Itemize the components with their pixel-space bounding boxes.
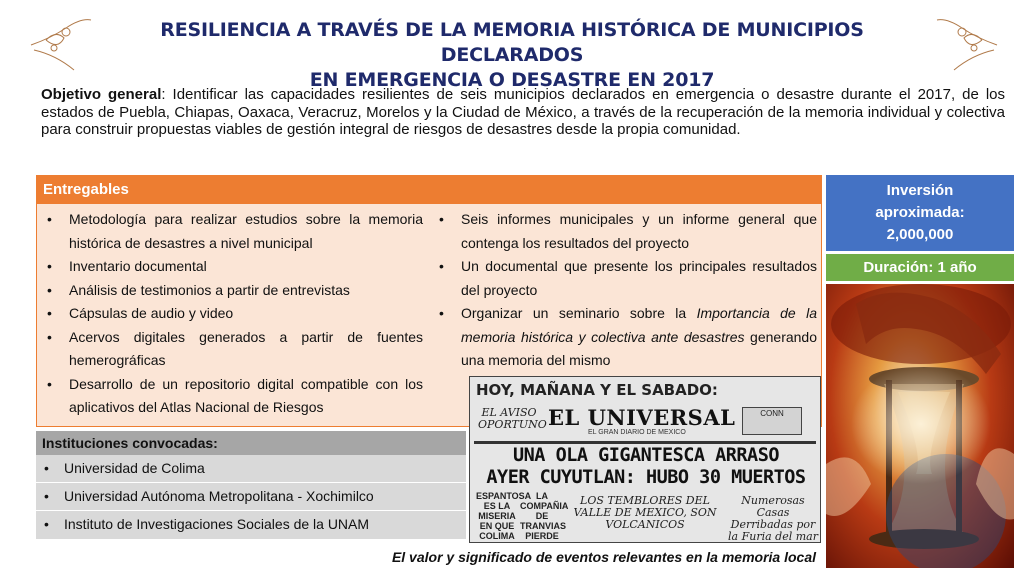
inversion-box [826,175,1014,251]
newspaper-rule [474,441,816,444]
seminar-prefix: Organizar un seminario sobre la [461,305,697,321]
newspaper-temblores: LOS TEMBLORES DEL VALLE DE MEXICO, SON VOLCANICOS [573,494,717,531]
newspaper-column-2: LA COMPAÑIA DE TRANVIAS PIERDE [520,491,569,541]
inversion-line-2: aproximada: [875,204,965,221]
objective-text: : Identificar las capacidades resilientes de seis municipios declarados en emergencia o desastre durante el 2017, de los estados de Puebla, Chiapas, Oaxaca, Veracruz, Morelos y la Ciudad de México, a través de la recuperación de la memoria individual y colectiva para construir propuestas viables de gestión integral de riesgos de desastres desde la propia comunidad. [41,86,1005,138]
list-item: • Instituto de Investigaciones Sociales de la UNAM [36,510,466,538]
list-item: • Análisis de testimonios a partir de entrevistas [37,279,429,303]
list-item: • Inventario documental [37,255,429,279]
title-line-2: EN EMERGENCIA O DESASTRE EN 2017 [309,69,715,91]
newspaper-headline-1: UNA OLA GIGANTESCA ARRASO [513,445,779,466]
list-item: • Universidad Autónoma Metropolitana - Xochimilco [36,482,466,510]
instituciones-header: Instituciones convocadas: [36,431,466,455]
newspaper-badge: CONN [742,407,802,435]
list-item: • Desarrollo de un repositorio digital compatible con los aplicativos del Atlas Nacional de Riesgos [37,373,429,420]
newspaper-subtitle: EL GRAN DIARIO DE MEXICO [588,429,686,436]
newspaper-aviso: EL AVISO OPORTUNO [478,406,547,431]
newspaper-column-1: ESPANTOSA ES LA MISERIA EN QUE COLIMA [476,491,532,541]
newspaper-top-banner: HOY, MAÑANA Y EL SABADO: [476,381,718,399]
list-item: • Acervos digitales generados a partir de fuentes hemerográficas [37,326,429,373]
flourish-ornament-left-icon [26,10,96,80]
seminar-title: Importancia de la memoria histórica y colectiva ante desastres [461,305,817,345]
flourish-ornament-right-icon [932,10,1002,80]
objective-label: Objetivo general [41,86,162,103]
newspaper-clipping-image [469,376,821,543]
entregables-left-column [37,208,429,420]
caption-text: El valor y significado de eventos relevantes en la memoria local [391,549,816,565]
newspaper-numerosas: Numerosas Casas Derribadas por la Furia del mar [728,494,818,543]
seminar-suffix: generando una memoria del mismo [461,328,818,368]
page-title [90,18,934,93]
list-item: • Un documental que presente los principales resultados del proyecto [429,255,821,302]
objective-paragraph [41,86,1005,139]
duracion-box: Duración: 1 año [826,254,1014,281]
newspaper-masthead: EL UNIVERSAL [548,405,736,430]
list-item: • Universidad de Colima [36,455,466,482]
hourglass-artwork-image [826,284,1014,568]
instituciones-panel [36,431,466,539]
newspaper-headline-2: AYER CUYUTLAN: HUBO 30 MUERTOS [486,467,806,488]
list-item-seminar [429,302,821,373]
inversion-line-1: Inversión [886,182,954,199]
entregables-header: Entregables [37,176,821,204]
list-item: • Metodología para realizar estudios sobre la memoria histórica de desastres a nivel municipal [37,208,429,255]
list-item: • Cápsulas de audio y video [37,302,429,326]
newspaper-headline [476,445,816,489]
title-line-1: RESILIENCIA A TRAVÉS DE LA MEMORIA HISTÓRICA DE MUNICIPIOS DECLARADOS [160,19,864,66]
inversion-amount: 2,000,000 [886,226,954,243]
list-item: • Seis informes municipales y un informe general que contenga los resultados del proyecto [429,208,821,255]
hourglass-illustration-icon [826,284,1014,568]
